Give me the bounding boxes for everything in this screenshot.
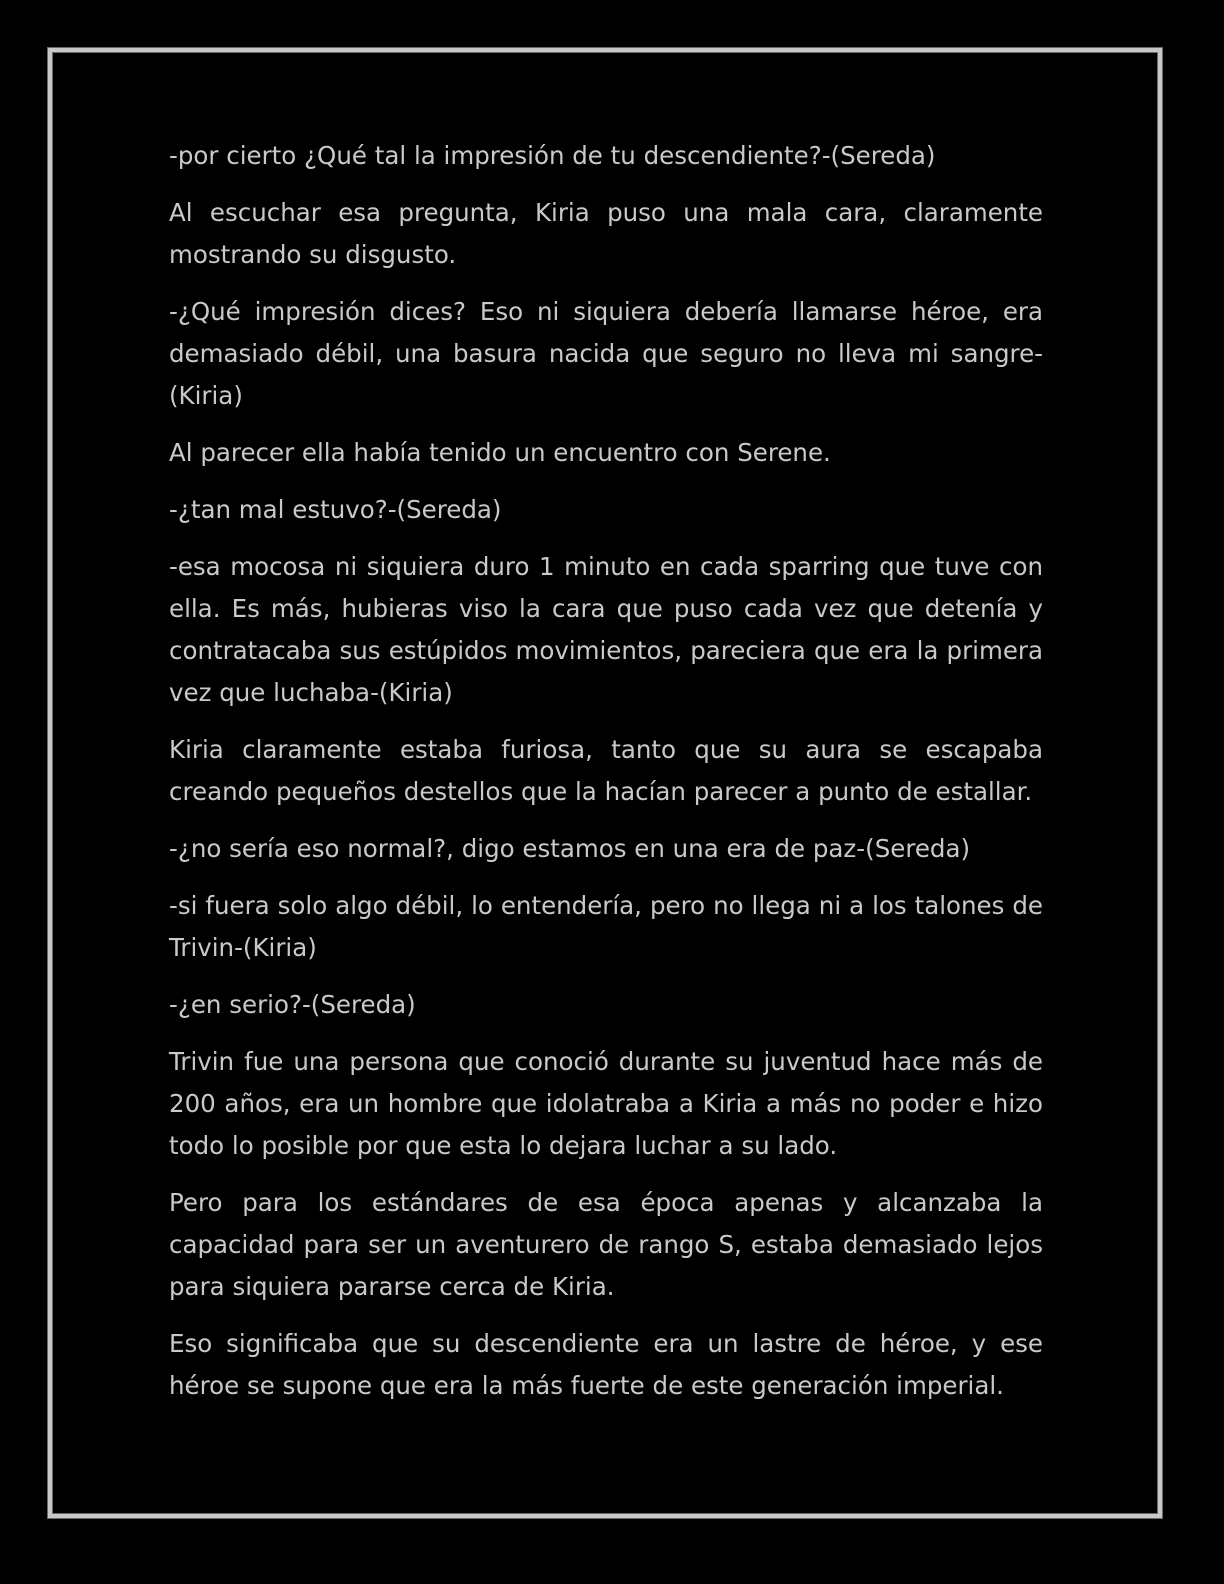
paragraph: Trivin fue una persona que conoció durante su juventud hace más de 200 años, era un hombre que idolatraba a Kiria a más no poder e hizo todo lo posible por que esta lo dejara luchar a su lado.	[169, 1047, 1043, 1160]
paragraph: Al parecer ella había tenido un encuentro con Serene.	[169, 438, 831, 467]
paragraph: -¿en serio?-(Sereda)	[169, 990, 416, 1019]
paragraph: -¿no sería eso normal?, digo estamos en una era de paz-(Sereda)	[169, 834, 971, 863]
paragraph: Kiria claramente estaba furiosa, tanto que su aura se escapaba creando pequeños destellos que la hacían parecer a punto de estallar.	[169, 735, 1043, 806]
paragraph: -si fuera solo algo débil, lo entendería, pero no llega ni a los talones de Trivin-(Kiria)	[169, 891, 1043, 962]
paragraph: Al escuchar esa pregunta, Kiria puso una mala cara, claramente mostrando su disgusto.	[169, 198, 1043, 269]
paragraph: Pero para los estándares de esa época apenas y alcanzaba la capacidad para ser un aventurero de rango S, estaba demasiado lejos para siquiera pararse cerca de Kiria.	[169, 1188, 1043, 1301]
paragraph: -¿Qué impresión dices? Eso ni siquiera debería llamarse héroe, era demasiado débil, una basura nacida que seguro no lleva mi sangre-(Kiria)	[169, 297, 1043, 410]
paragraph: -por cierto ¿Qué tal la impresión de tu descendiente?-(Sereda)	[169, 141, 936, 170]
paragraph: -¿tan mal estuvo?-(Sereda)	[169, 495, 502, 524]
paragraph: -esa mocosa ni siquiera duro 1 minuto en cada sparring que tuve con ella. Es más, hubieras viso la cara que puso cada vez que detenía y contratacaba sus estúpidos movimientos, pareciera que era la primera vez que luchaba-(Kiria)	[169, 552, 1043, 707]
paragraph: Eso significaba que su descendiente era un lastre de héroe, y ese héroe se supone que era la más fuerte de este generación imperial.	[169, 1329, 1043, 1400]
document-body	[169, 135, 1043, 1422]
